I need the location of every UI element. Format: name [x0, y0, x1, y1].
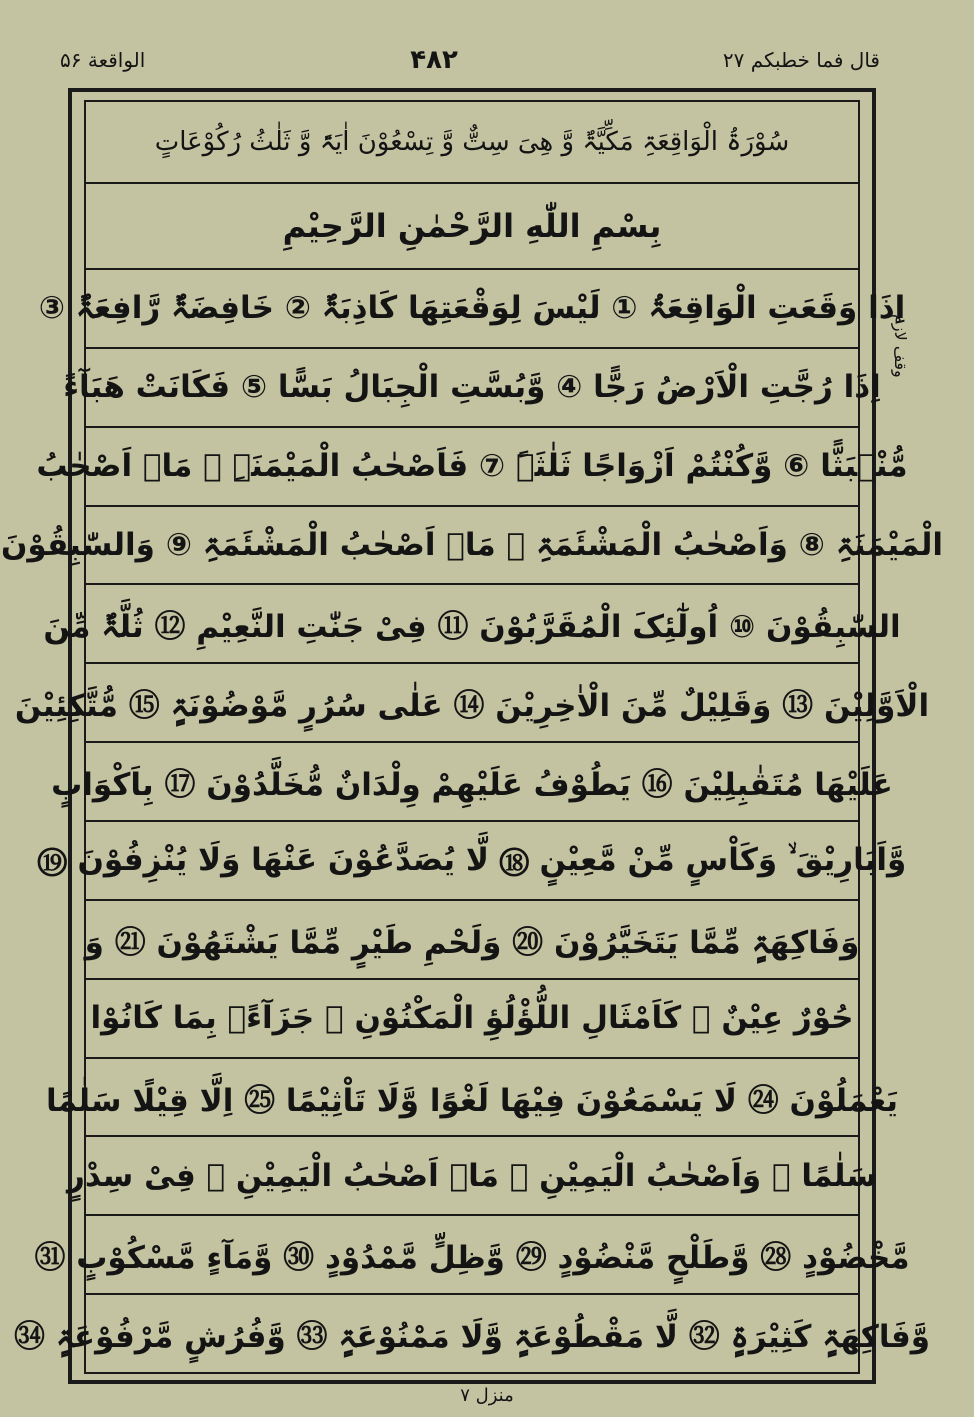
verse-line: السّٰبِقُوْنَ ⑩ اُولٰٓئِکَ الْمُقَرَّبُوْنَ ⑪ فِیْ جَنّٰتِ النَّعِیْمِ ⑫ ثُلَّۃٌ مِّنَ	[86, 585, 858, 664]
margin-note: وقف لازم	[891, 314, 910, 378]
juz-name: قال فما خطبکم ۲۷	[722, 48, 880, 72]
verse-line: وَّفَاکِهَۃٍ کَثِیْرَۃٍ ㉜ لَّا مَقْطُوْعَۃٍ وَّلَا مَمْنُوْعَۃٍ ㉝ وَّفُرُشٍ مَّرْفُوْعَۃٍ ㉞	[13, 1319, 931, 1356]
page-header	[60, 38, 880, 82]
verse-line: وَّاَبَارِیْقَ ۙ وَکَاْسٍ مِّنْ مَّعِیْنٍ ⑱ لَّا یُصَدَّعُوْنَ عَنْهَا وَلَا یُنْزِفُوْنَ ⑲	[86, 822, 858, 901]
verse-line: وَفَاکِهَۃٍ مِّمَّا یَتَخَیَّرُوْنَ ⑳ وَلَحْمِ طَیْرٍ مِّمَّا یَشْتَهُوْنَ ㉑ وَ	[86, 901, 858, 980]
verse-line: اِذَا وَقَعَتِ الْوَاقِعَۃُ ① لَیْسَ لِوَقْعَتِهَا کَاذِبَۃٌ ② خَافِضَۃٌ رَّافِعَۃٌ ③	[86, 270, 858, 349]
verse-line: الْاَوَّلِیْنَ ⑬ وَقَلِیْلٌ مِّنَ الْاٰخِرِیْنَ ⑭ عَلٰی سُرُرٍ مَّوْضُوْنَۃٍ ⑮ مُّتَّکِئِیْنَ	[86, 664, 858, 743]
verse-line: مُّنْۢبَثًّا ⑥ وَّکُنْتُمْ اَزْوَاجًا ثَلٰثَۃً ⑦ فَاَصْحٰبُ الْمَیْمَنَۃِ ۙ مَاۤ اَصْحٰبُ	[86, 428, 858, 507]
surah-title: سُوْرَۃُ الْوَاقِعَۃِ مَکِّیَّۃٌ وَّ هِیَ سِتٌّ وَّ تِسْعُوْنَ اٰیَۃً وَّ ثَلٰثُ رُکُوْعَاتٍ	[86, 102, 858, 184]
verse-line: یَعْمَلُوْنَ ㉔ لَا یَسْمَعُوْنَ فِیْهَا لَغْوًا وَّلَا تَاْثِیْمًا ㉕ اِلَّا قِیْلًا سَلٰمًا	[86, 1059, 858, 1138]
verse-line: سَلٰمًا ㉖ وَاَصْحٰبُ الْیَمِیْنِ ۙ مَاۤ اَصْحٰبُ الْیَمِیْنِ ㉗ فِیْ سِدْرٍ	[86, 1137, 858, 1216]
verse-line: مَّخْضُوْدٍ ㉘ وَّطَلْحٍ مَّنْضُوْدٍ ㉙ وَّظِلٍّ مَّمْدُوْدٍ ㉚ وَّمَآءٍ مَّسْکُوْبٍ ㉛	[86, 1216, 858, 1295]
verse-line: اِذَا رُجَّتِ الْاَرْضُ رَجًّا ④ وَّبُسَّتِ الْجِبَالُ بَسًّا ⑤ فَکَانَتْ هَبَآءً	[86, 349, 858, 428]
page-number: ۴۸۲	[410, 45, 458, 75]
verse-line: عَلَیْهَا مُتَقٰبِلِیْنَ ⑯ یَطُوْفُ عَلَیْهِمْ وِلْدَانٌ مُّخَلَّدُوْنَ ⑰ بِاَکْوَابٍ	[86, 743, 858, 822]
verse-line: الْمَیْمَنَۃِ ⑧ وَاَصْحٰبُ الْمَشْئَمَۃِ ۙ مَاۤ اَصْحٰبُ الْمَشْئَمَۃِ ⑨ وَالسّٰبِقُوْنَ	[86, 507, 858, 586]
manzil-footer: منزل ۷	[460, 1385, 514, 1406]
surah-reference: الواقعة ۵۶	[60, 48, 146, 72]
verse-line: حُوْرٌ عِیْنٌ ㉒ کَاَمْثَالِ اللُّؤْلُؤِ الْمَکْنُوْنِ ㉓ جَزَآءًۢ بِمَا کَانُوْا	[86, 980, 858, 1059]
bismillah: بِسْمِ اللّٰهِ الرَّحْمٰنِ الرَّحِیْمِ	[86, 184, 858, 270]
